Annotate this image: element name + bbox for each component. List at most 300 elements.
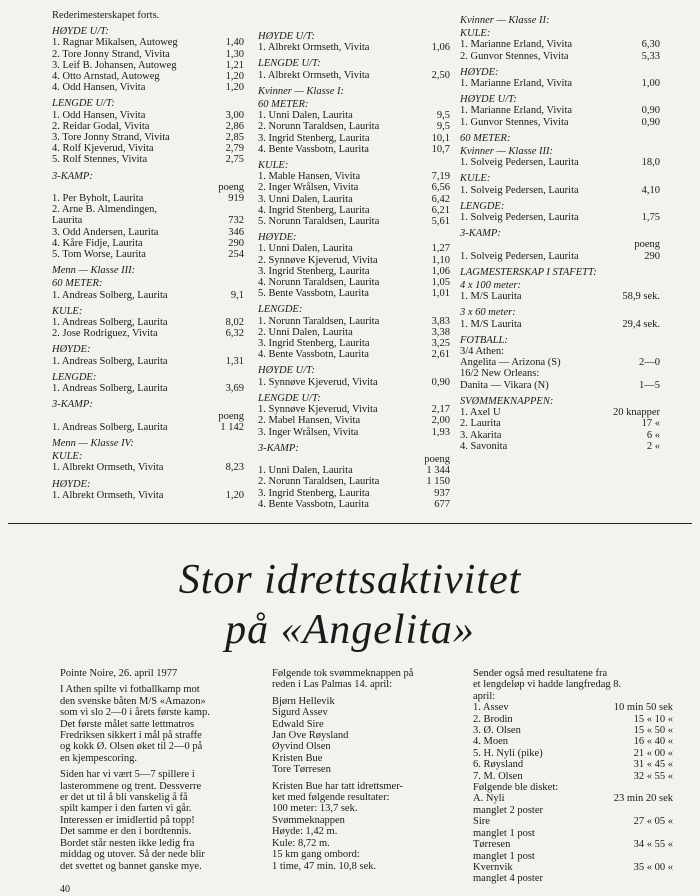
- result-value: 1,06: [431, 265, 450, 277]
- result-name: 1. Marianne Erland, Vivita: [460, 78, 573, 90]
- result-name: 2. Laurita: [460, 418, 501, 430]
- article-line: lasterommene og trent. Dessverre: [60, 780, 202, 792]
- article-line: Edwald Sire: [272, 718, 324, 730]
- result-row: [52, 132, 244, 143]
- article-line: ket med følgende resultater:: [272, 792, 390, 804]
- result-value: 8,02: [225, 317, 244, 329]
- result-value: 0,90: [641, 116, 660, 128]
- race-result-time: 10 min 50 sek: [613, 702, 673, 714]
- result-value: 2,61: [431, 349, 450, 361]
- result-row: [52, 182, 244, 193]
- result-row: [52, 227, 244, 238]
- result-row: [460, 441, 660, 452]
- result-value: 1—5: [639, 379, 660, 391]
- section-heading: Menn — Klasse III:: [52, 265, 136, 277]
- result-row: [258, 144, 450, 155]
- result-name: 1. Andreas Solberg, Laurita: [52, 355, 168, 367]
- result-name: 3. Ingrid Stenberg, Laurita: [258, 265, 370, 277]
- result-row: [258, 427, 450, 438]
- result-name: 3. Ingrid Stenberg, Laurita: [258, 132, 370, 144]
- section-subheading: Kvinner — Klasse III:: [460, 146, 554, 158]
- article-line: Øyvind Olsen: [272, 741, 331, 753]
- result-name: [52, 411, 218, 422]
- result-value: 3,38: [431, 326, 450, 338]
- result-value: 1 150: [426, 476, 450, 488]
- result-row: [258, 404, 450, 415]
- page-number: 40: [60, 884, 70, 895]
- disqualified-time: 23 min 20 sek: [613, 793, 673, 805]
- section-heading: LAGMESTERSKAP I STAFETT:: [460, 266, 597, 278]
- result-name: 1. Solveig Pedersen, Laurita: [460, 250, 579, 262]
- section-subheading: 60 METER:: [52, 278, 103, 290]
- result-row: [52, 121, 244, 132]
- result-name: 2. Inger Wrålsen, Vivita: [258, 182, 359, 194]
- result-value: 1,00: [641, 78, 660, 90]
- article-title-line-1: Stor idrettsaktivitet: [178, 557, 522, 603]
- result-value: [634, 368, 660, 379]
- result-row: [460, 346, 660, 357]
- article-line: Pointe Noire, 26. april 1977: [60, 668, 178, 679]
- result-name: 4. Bente Vassbotn, Laurita: [258, 143, 369, 155]
- result-value: 2,79: [225, 143, 244, 155]
- section-subheading: 60 METER:: [258, 99, 309, 111]
- result-row: [460, 368, 660, 379]
- result-row: [460, 117, 660, 128]
- article-title: [0, 555, 700, 655]
- result-name: 16/2 New Orleans:: [460, 368, 540, 380]
- result-name: 3. Ingrid Stenberg, Laurita: [258, 487, 370, 499]
- results-column-3: [460, 10, 660, 452]
- result-name: 3. Tore Jonny Strand, Vivita: [52, 132, 170, 144]
- result-value: 2 «: [646, 440, 660, 452]
- disqualified-row: [473, 816, 673, 827]
- result-value: 677: [434, 498, 450, 510]
- result-row: [258, 277, 450, 288]
- result-row: [258, 454, 450, 465]
- disqualified-time: [647, 828, 673, 839]
- race-result-row: [473, 759, 673, 770]
- section-heading: Menn — Klasse IV:: [52, 437, 134, 449]
- section-heading: HØYDE:: [52, 344, 91, 356]
- result-row: [460, 39, 660, 50]
- result-row: [52, 238, 244, 249]
- article-title-line-2: på «Angelita»: [225, 607, 475, 653]
- result-row: [460, 251, 660, 262]
- result-name: 1. M/S Laurita: [460, 318, 522, 330]
- result-value: 1,30: [225, 48, 244, 60]
- section-heading: LENGDE:: [460, 200, 505, 212]
- result-row: [258, 288, 450, 299]
- result-row: [258, 205, 450, 216]
- result-value: poeng: [634, 239, 660, 251]
- section-heading: 3-KAMP:: [258, 442, 299, 454]
- result-row: [52, 249, 244, 260]
- result-value: 20 knapper: [613, 407, 660, 419]
- result-row: [258, 465, 450, 476]
- result-value: 6,56: [431, 182, 450, 194]
- result-name: 3. Akarita: [460, 429, 502, 441]
- column-intro: Rederimesterskapet forts.: [52, 10, 160, 21]
- disqualified-name: A. Nyli: [473, 793, 505, 805]
- section-heading: HØYDE:: [258, 232, 297, 244]
- race-result-time: 31 « 45 «: [633, 759, 673, 771]
- result-row: [258, 327, 450, 338]
- race-result-time: 16 « 40 «: [633, 736, 673, 748]
- result-name: 2. Arne B. Almendingen,: [52, 204, 157, 216]
- article-column-2: [272, 668, 462, 872]
- section-heading: LENGDE:: [258, 304, 303, 316]
- result-value: 1 344: [426, 465, 450, 477]
- result-name: [460, 239, 634, 250]
- result-value: 937: [434, 487, 450, 499]
- result-row: [258, 42, 450, 53]
- race-result-name: 1. Assev: [473, 702, 509, 714]
- disqualified-name: Tørresen: [473, 839, 511, 851]
- section-heading: 3-KAMP:: [52, 170, 93, 182]
- result-row: [52, 328, 244, 339]
- article-line: et lengdeløp vi hadde langfredag 8.: [473, 679, 622, 691]
- result-row: [460, 157, 660, 168]
- section-heading: 3 x 60 meter:: [460, 307, 516, 319]
- result-name: 1. Andreas Solberg, Laurita: [52, 383, 168, 395]
- result-name: 1. Albrekt Ormseth, Vivita: [52, 462, 164, 474]
- result-row: [52, 317, 244, 328]
- article-column-1: [60, 668, 265, 872]
- disqualified-name: manglet 4 poster: [473, 873, 543, 885]
- article-line: Kristen Bue: [272, 752, 323, 764]
- article-line: Sigurd Assev: [272, 707, 328, 719]
- disqualified-time: [647, 873, 673, 884]
- section-heading: HØYDE:: [460, 66, 499, 78]
- race-result-name: 4. Moen: [473, 736, 508, 748]
- result-name: 4. Kåre Fidje, Laurita: [52, 237, 143, 249]
- article-line: Høyde: 1,42 m.: [272, 826, 338, 838]
- result-name: 2. Reidar Godal, Vivita: [52, 120, 150, 132]
- section-divider: [8, 523, 692, 524]
- section-heading: 3-KAMP:: [52, 399, 93, 411]
- result-name: 1. Marianne Erland, Vivita: [460, 39, 573, 51]
- result-row: [258, 415, 450, 426]
- result-name: 3/4 Athen:: [460, 346, 505, 358]
- result-value: [218, 204, 244, 215]
- result-name: 1. Andreas Solberg, Laurita: [52, 317, 168, 329]
- article-line: som vi slo 2—0 i årets første kamp.: [60, 707, 210, 719]
- result-name: 2. Synnøve Kjeverud, Vivita: [258, 254, 378, 266]
- result-name: 1. M/S Laurita: [460, 291, 522, 303]
- article-line: Siden har vi vært 5—7 spillere i: [60, 769, 195, 781]
- result-row: [52, 60, 244, 71]
- result-row: [52, 215, 244, 226]
- result-value: 29,4 sek.: [622, 318, 660, 330]
- result-name: 5. Rolf Stennes, Vivita: [52, 154, 148, 166]
- result-name: 2. Norunn Taraldsen, Laurita: [258, 121, 380, 133]
- result-name: 1. Andreas Solberg, Laurita: [52, 421, 168, 433]
- result-row: [460, 185, 660, 196]
- result-name: 4. Rolf Kjeverud, Vivita: [52, 143, 154, 155]
- section-heading: 3-KAMP:: [460, 228, 501, 240]
- result-value: 1,06: [431, 42, 450, 54]
- result-row: [258, 488, 450, 499]
- result-row: [258, 110, 450, 121]
- disqualified-row: [473, 862, 673, 873]
- result-value: 1,20: [225, 82, 244, 94]
- article-line: 100 meter: 13,7 sek.: [272, 803, 358, 815]
- result-value: 1,10: [431, 254, 450, 266]
- race-result-row: [473, 748, 673, 759]
- result-value: 3,25: [431, 338, 450, 350]
- race-result-row: [473, 702, 673, 713]
- result-value: 7,19: [431, 171, 450, 183]
- result-value: 9,5: [436, 121, 450, 133]
- section-heading: HØYDE U/T:: [258, 365, 315, 377]
- result-name: 1. Gunvor Stennes, Vivita: [460, 116, 569, 128]
- race-result-name: 2. Brodin: [473, 713, 513, 725]
- result-name: 1. Axel U: [460, 407, 501, 419]
- result-name: 1. Per Byholt, Laurita: [52, 193, 144, 205]
- article-line: og kokk Ø. Olsen øket til 2—0 på: [60, 741, 203, 753]
- result-value: 3,69: [225, 383, 244, 395]
- result-name: 2. Gunvor Stennes, Vivita: [460, 50, 569, 62]
- article-line: Svømmeknappen: [272, 814, 345, 826]
- disqualified-name: manglet 2 poster: [473, 804, 543, 816]
- disqualified-row: [473, 839, 673, 850]
- result-value: 0,90: [431, 376, 450, 388]
- article-line: spilt kamper i den farten vi går.: [60, 803, 192, 815]
- disqualified-name: Sire: [473, 816, 490, 828]
- article-line: Følgende tok svømmeknappen på: [272, 668, 414, 679]
- result-row: [460, 105, 660, 116]
- article-line: Interessen er imidlertid på topp!: [60, 814, 195, 826]
- article-line: Fredriksen sikkert i mål på straffe: [60, 730, 202, 742]
- result-value: 9,1: [230, 289, 244, 301]
- result-value: 1,31: [225, 355, 244, 367]
- results-column-1: [52, 10, 244, 501]
- result-row: [52, 356, 244, 367]
- result-row: [258, 349, 450, 360]
- result-row: [460, 212, 660, 223]
- result-row: [52, 383, 244, 394]
- result-name: 5. Norunn Taraldsen, Laurita: [258, 216, 380, 228]
- result-value: 18,0: [641, 157, 660, 169]
- result-name: 1. Marianne Erland, Vivita: [460, 105, 573, 117]
- result-value: 290: [228, 237, 244, 249]
- section-heading: Kvinner — Klasse II:: [460, 15, 550, 26]
- race-result-name: 3. Ø. Olsen: [473, 725, 521, 737]
- results-column-2: [258, 26, 450, 510]
- result-value: 1,40: [225, 37, 244, 49]
- result-value: 2,00: [431, 415, 450, 427]
- result-value: poeng: [424, 453, 450, 465]
- disqualified-row: [473, 793, 673, 804]
- disqualified-row: [473, 828, 673, 839]
- result-row: [258, 171, 450, 182]
- article-line: 15 km gang ombord:: [272, 849, 360, 861]
- result-value: 6,32: [225, 328, 244, 340]
- result-row: [258, 121, 450, 132]
- disqualified-name: manglet 1 post: [473, 850, 535, 862]
- article-line: Kristen Bue har tatt idrettsmer-: [272, 780, 403, 792]
- article-line: Kule: 8,72 m.: [272, 837, 330, 849]
- disqualified-time: [647, 805, 673, 816]
- result-row: [460, 239, 660, 250]
- result-name: 5. Tom Worse, Laurita: [52, 249, 146, 261]
- result-row: [52, 154, 244, 165]
- section-heading: HØYDE U/T:: [460, 94, 517, 106]
- result-name: Danita — Vikara (N): [460, 379, 549, 391]
- section-heading: 60 METER:: [460, 132, 511, 144]
- result-value: 2,17: [431, 404, 450, 416]
- result-row: [258, 338, 450, 349]
- result-name: 3. Odd Andersen, Laurita: [52, 226, 159, 238]
- result-name: 4. Savonita: [460, 440, 508, 452]
- result-name: 3. Inger Wrålsen, Vivita: [258, 426, 359, 438]
- result-row: [258, 377, 450, 388]
- result-row: [460, 319, 660, 330]
- result-row: [460, 380, 660, 391]
- result-row: [460, 78, 660, 89]
- article-line: 1 time, 47 min. 10,8 sek.: [272, 860, 377, 872]
- result-row: [52, 71, 244, 82]
- article-line: reden i Las Palmas 14. april:: [272, 679, 393, 691]
- disqualified-row: [473, 851, 673, 862]
- result-value: 58,9 sek.: [622, 291, 660, 303]
- result-name: [52, 182, 218, 193]
- result-row: [52, 37, 244, 48]
- race-result-name: 6. Røysland: [473, 759, 524, 771]
- result-value: 3,00: [225, 109, 244, 121]
- race-result-row: [473, 736, 673, 747]
- result-row: [258, 70, 450, 81]
- article-line: Det første målet satte lettmatros: [60, 718, 195, 730]
- result-name: 1. Solveig Pedersen, Laurita: [460, 184, 579, 196]
- result-value: 1 142: [220, 421, 244, 433]
- result-value: 1,20: [225, 71, 244, 83]
- result-row: [258, 316, 450, 327]
- result-name: 4. Bente Vassbotn, Laurita: [258, 498, 369, 510]
- section-heading: FOTBALL:: [460, 334, 508, 346]
- disqualified-time: 35 « 00 «: [633, 861, 673, 873]
- result-value: 2,86: [225, 120, 244, 132]
- result-name: 1. Odd Hansen, Vivita: [52, 109, 146, 121]
- result-name: 4. Otto Arnstad, Autoweg: [52, 71, 160, 83]
- result-row: [52, 411, 244, 422]
- result-name: 2. Unni Dalen, Laurita: [258, 326, 353, 338]
- race-result-time: 32 « 55 «: [633, 770, 673, 782]
- disqualified-time: [647, 851, 673, 862]
- disqualified-row: [473, 805, 673, 816]
- result-row: [52, 204, 244, 215]
- section-subheading: KULE:: [460, 28, 491, 40]
- section-heading: Kvinner — Klasse I:: [258, 85, 345, 97]
- section-heading: SVØMMEKNAPPEN:: [460, 395, 554, 407]
- result-value: 2,50: [431, 69, 450, 81]
- result-row: [258, 266, 450, 277]
- article-line: Følgende ble disket:: [473, 782, 559, 794]
- result-value: 1,05: [431, 277, 450, 289]
- result-row: [52, 110, 244, 121]
- article-line: april:: [473, 690, 496, 702]
- race-result-time: 15 « 10 «: [633, 713, 673, 725]
- result-name: 1. Synnøve Kjeverud, Vivita: [258, 376, 378, 388]
- article-line: Sender også med resultatene fra: [473, 668, 608, 679]
- result-name: 1. Unni Dalen, Laurita: [258, 465, 353, 477]
- result-value: 1,93: [431, 426, 450, 438]
- article-line: Bordet står nesten ikke ledig fra: [60, 837, 195, 849]
- result-value: 5,33: [641, 50, 660, 62]
- result-name: 1. Unni Dalen, Laurita: [258, 110, 353, 122]
- result-value: 17 «: [641, 418, 660, 430]
- result-value: 1,01: [431, 288, 450, 300]
- section-subheading: KULE:: [52, 451, 83, 463]
- result-name: [258, 454, 424, 465]
- result-name: 2. Norunn Taraldsen, Laurita: [258, 476, 380, 488]
- race-result-time: 21 « 00 «: [633, 747, 673, 759]
- section-heading: LENGDE U/T:: [258, 392, 321, 404]
- result-name: 4. Norunn Taraldsen, Laurita: [258, 277, 380, 289]
- result-name: 1. Unni Dalen, Laurita: [258, 243, 353, 255]
- article-line: Tore Tørresen: [272, 764, 331, 776]
- section-subheading: 4 x 100 meter:: [460, 280, 521, 292]
- result-row: [460, 291, 660, 302]
- result-name: 1. Synnøve Kjeverud, Vivita: [258, 404, 378, 416]
- result-value: 6 «: [646, 429, 660, 441]
- result-name: Laurita: [52, 215, 83, 227]
- race-result-name: 5. H. Nyli (pike): [473, 747, 543, 759]
- article-line: det svettet og bannet ganske mye.: [60, 860, 202, 872]
- result-value: 9,5: [436, 110, 450, 122]
- result-row: [52, 462, 244, 473]
- section-heading: HØYDE U/T:: [258, 31, 315, 42]
- section-heading: HØYDE:: [52, 478, 91, 490]
- article-line: er det ut til å bli vanskelig å få: [60, 792, 188, 804]
- result-name: 1. Solveig Pedersen, Laurita: [460, 157, 579, 169]
- article-line: Jan Ove Røysland: [272, 730, 349, 742]
- result-value: 6,21: [431, 204, 450, 216]
- result-value: 1,21: [225, 59, 244, 71]
- result-value: 0,90: [641, 105, 660, 117]
- article-line: en kjempescoring.: [60, 752, 137, 764]
- result-row: [460, 357, 660, 368]
- result-value: 1,75: [641, 212, 660, 224]
- result-row: [52, 82, 244, 93]
- section-heading: KULE:: [258, 160, 289, 172]
- section-heading: LENGDE U/T:: [52, 98, 115, 110]
- result-row: [258, 476, 450, 487]
- section-heading: KULE:: [52, 305, 83, 317]
- disqualified-name: Kvernvik: [473, 861, 513, 873]
- result-name: 1. Andreas Solberg, Laurita: [52, 289, 168, 301]
- result-row: [52, 422, 244, 433]
- result-row: [52, 490, 244, 501]
- result-row: [52, 290, 244, 301]
- disqualified-time: 27 « 05 «: [633, 816, 673, 828]
- result-row: [52, 193, 244, 204]
- result-name: 4. Odd Hansen, Vivita: [52, 82, 146, 94]
- result-name: 1. Norunn Taraldsen, Laurita: [258, 315, 380, 327]
- section-heading: KULE:: [460, 173, 491, 185]
- result-row: [460, 418, 660, 429]
- section-heading: LENGDE:: [52, 371, 97, 383]
- result-value: 6,30: [641, 39, 660, 51]
- result-value: 290: [644, 250, 660, 262]
- result-row: [258, 499, 450, 510]
- result-value: poeng: [218, 181, 244, 193]
- race-result-time: 15 « 50 «: [633, 725, 673, 737]
- race-result-row: [473, 714, 673, 725]
- result-row: [258, 194, 450, 205]
- result-row: [52, 49, 244, 60]
- result-name: 3. Leif B. Johansen, Autoweg: [52, 59, 177, 71]
